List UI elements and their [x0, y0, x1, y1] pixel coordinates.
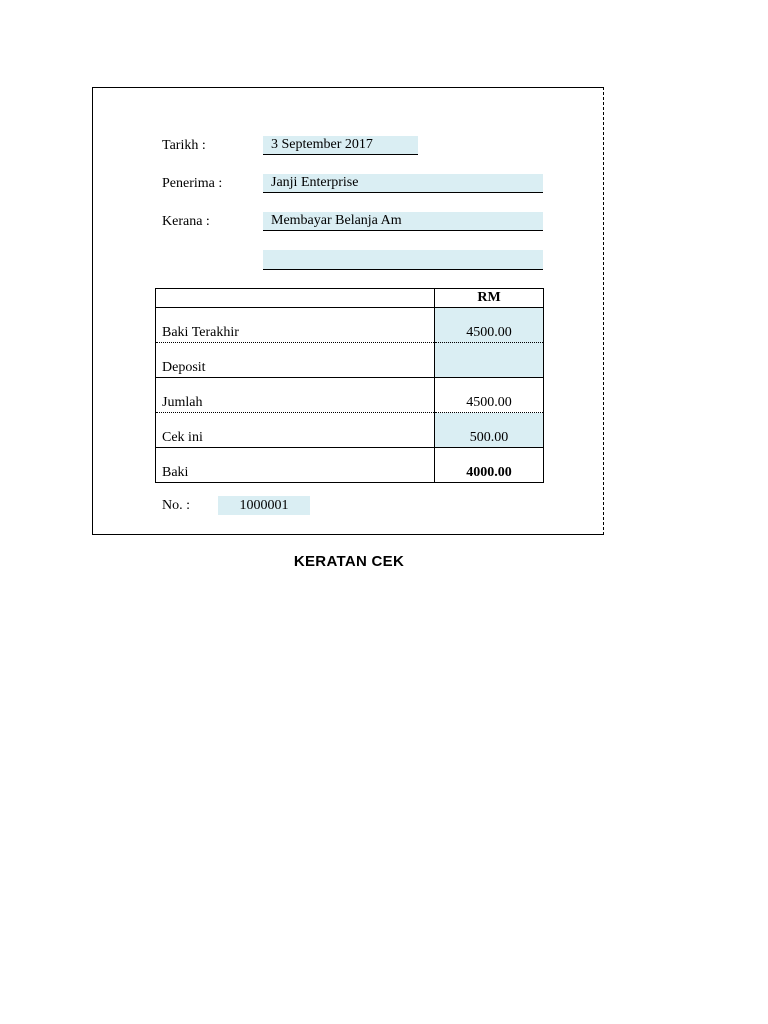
- header-blank-cell: [156, 289, 435, 308]
- reason-label: Kerana :: [162, 214, 210, 229]
- row-label-deposit: Deposit: [156, 343, 435, 378]
- cheque-number-label: No. :: [162, 498, 190, 513]
- cheque-number-field[interactable]: 1000001: [218, 496, 310, 515]
- amount-balance: 4000.00: [435, 448, 544, 483]
- amount-last-balance[interactable]: 4500.00: [435, 308, 544, 343]
- payee-field[interactable]: Janji Enterprise: [263, 174, 543, 193]
- table-header-row: [156, 289, 544, 308]
- payee-label: Penerima :: [162, 176, 223, 191]
- amount-this-cheque[interactable]: 500.00: [435, 413, 544, 448]
- table-row: [156, 343, 544, 378]
- amount-total: 4500.00: [435, 378, 544, 413]
- table-row: [156, 308, 544, 343]
- table-row: [156, 378, 544, 413]
- row-label-last-balance: Baki Terakhir: [156, 308, 435, 343]
- date-field[interactable]: 3 September 2017: [263, 136, 418, 155]
- date-label: Tarikh :: [162, 138, 206, 153]
- table-row: [156, 448, 544, 483]
- amount-deposit[interactable]: [435, 343, 544, 378]
- row-label-total: Jumlah: [156, 378, 435, 413]
- balance-table: [155, 288, 544, 483]
- table-row: [156, 413, 544, 448]
- row-label-balance: Baki: [156, 448, 435, 483]
- reason-field[interactable]: Membayar Belanja Am: [263, 212, 543, 231]
- reason-field-line-2[interactable]: [263, 250, 543, 270]
- stub-caption: KERATAN CEK: [293, 553, 405, 570]
- row-label-this-cheque: Cek ini: [156, 413, 435, 448]
- currency-header: RM: [435, 289, 544, 308]
